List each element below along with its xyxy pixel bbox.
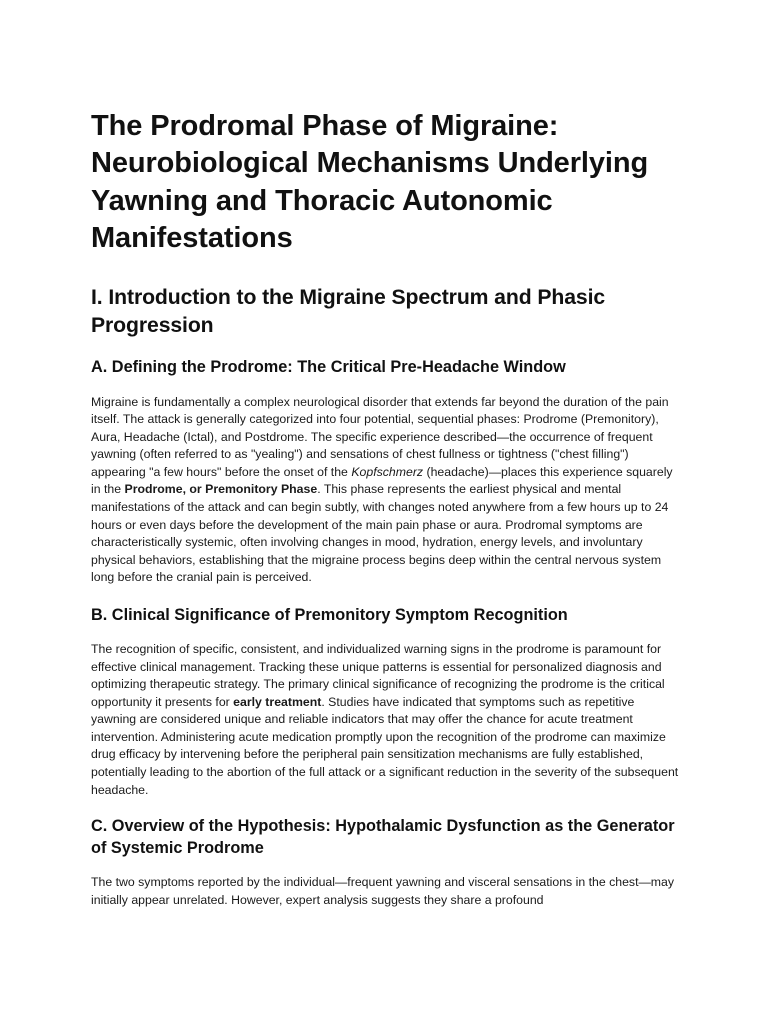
paragraph-clinical-significance [91, 641, 681, 799]
paragraph-text: The recognition of specific, consistent, and individualized warning signs in the prodrome is paramount for effective clinical management. Tracking these unique patterns is essential for personalized diagnosis and optimizing therapeutic strategy. The primary clinical significance of recognizing the prodrome is the critical opportunity it presents for [91, 642, 665, 709]
paragraph-text: Migraine is fundamentally a complex neurological disorder that extends far beyond the duration of the pain itself. The attack is generally categorized into four potential, sequential phases: Prodrome (Premonitory), Aura, Headache (Ictal), and Postdrome. The specific experience described—the occurrence of frequent yawning (often referred to as "yealing") and sensations of chest fullness or tightness ("chest filling") appearing "a few hours" before the onset of the [91, 394, 669, 479]
paragraph-text: The two symptoms reported by the individual—frequent yawning and visceral sensations in the chest—may initially appear unrelated. However, expert analysis suggests they share a profound [91, 875, 675, 907]
section-heading-introduction: I. Introduction to the Migraine Spectrum and Phasic Progression [91, 286, 606, 338]
subsection-heading-a: A. Defining the Prodrome: The Critical Pre-Headache Window [91, 358, 566, 377]
paragraph-hypothesis-overview [91, 874, 681, 909]
paragraph-defining-prodrome [91, 394, 681, 587]
paragraph-text: (headache)—places this experience squarely in the [91, 464, 673, 497]
document-page [91, 108, 681, 909]
paragraph-text: . Studies have indicated that symptoms such as repetitive yawning are considered unique and reliable indicators that may offer the chance for acute treatment intervention. Administering acute medication promptly upon the recognition of the prodrome can maximize drug efficacy by intervening before the peripheral pain sensitization mechanisms are fully established, potentially leading to the abortion of the full attack or a significant reduction in the severity of the subsequent headache. [91, 694, 679, 797]
italic-term: Kopfschmerz [351, 464, 424, 479]
paragraph-text: . This phase represents the earliest physical and mental manifestations of the attack and can begin subtly, with changes noted anywhere from a few hours up to 24 hours or even days before the development of the main pain phase or aura. Prodromal symptoms are characteristically systemic, often involving changes in mood, hydration, energy levels, and involuntary physical behaviors, establishing that the migraine process begins deep within the central nervous system long before the cranial pain is perceived. [91, 482, 669, 585]
document-title: The Prodromal Phase of Migraine: Neurobiological Mechanisms Underlying Yawning and Thoracic Autonomic Manifestations [91, 110, 649, 254]
bold-term: Prodrome, or Premonitory Phase [124, 482, 318, 497]
subsection-heading-c: C. Overview of the Hypothesis: Hypothalamic Dysfunction as the Generator of Systemic Prodrome [91, 817, 675, 857]
subsection-heading-b: B. Clinical Significance of Premonitory Symptom Recognition [91, 605, 568, 624]
bold-term: early treatment [233, 694, 322, 709]
